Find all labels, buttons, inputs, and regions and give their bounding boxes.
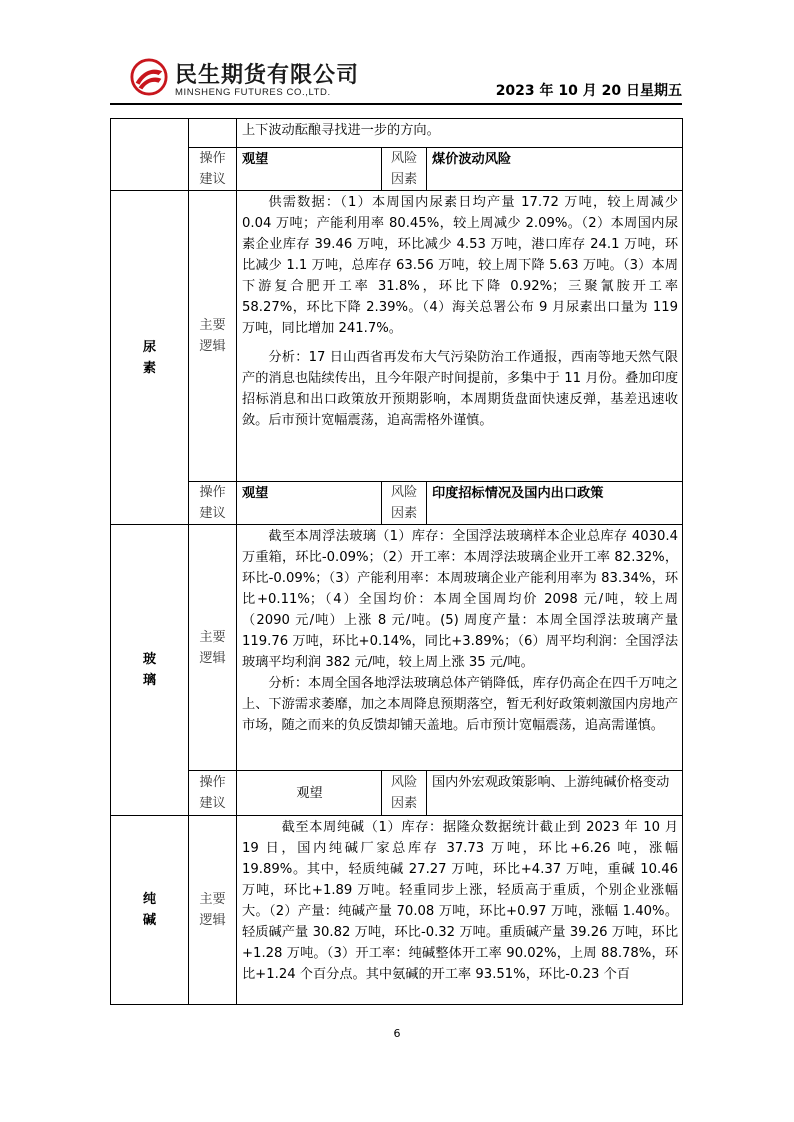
table-row	[111, 119, 683, 148]
risk-value: 印度招标情况及国内出口政策	[427, 482, 683, 525]
logic-label: 主要 逻辑	[189, 191, 237, 482]
logic-label: 主要 逻辑	[189, 816, 237, 1005]
company-logo	[130, 56, 370, 100]
logic-cell	[237, 119, 683, 148]
risk-label: 风险 因素	[382, 148, 427, 191]
urea-supply-demand: 供需数据：（1）本周国内尿素日均产量 17.72 万吨，较上周减少 0.04 万吨；产能利用率 80.45%，较上周减少 2.09%。（2）本周国内尿素企业库存 39.46 万吨，环比减少 4.53 万吨，港口库存 24.1 万吨，环比减少 1.1 万吨，总库存 63.56 万吨，较上周下降 5.63 万吨。（3）本周下游复合肥开工率 31.8%，环比下降 0.92%；三聚氰胺开工率 58.27%，环比下降 2.39%。（4）海关总署公布 9 月尿素出口量为 119 万吨，同比增加 241.7%。	[242, 195, 679, 336]
advice-value: 观望	[237, 148, 382, 191]
category-glass: 玻 璃	[111, 525, 189, 816]
minsheng-logo-icon	[130, 58, 168, 96]
soda-logic	[237, 816, 683, 1005]
report-date: 2023 年 10 月 20 日星期五	[495, 83, 682, 99]
urea-analysis: 分析：17 日山西省再发布大气污染防治工作通报，西南等地天然气限产的消息也陆续传出，且今年限产时间提前，多集中于 11 月份。叠加印度招标消息和出口政策放开预期影响，本周期货盘面快速反弹，基差迅速收敛。后市预计宽幅震荡，追高需格外谨慎。	[242, 350, 679, 428]
label-cell-empty	[189, 119, 237, 148]
advice-label: 操作 建议	[189, 482, 237, 525]
table-row	[111, 525, 683, 771]
page-header	[110, 52, 682, 102]
risk-label: 风险 因素	[382, 771, 427, 816]
table-row	[111, 816, 683, 1005]
logic-label: 主要 逻辑	[189, 525, 237, 771]
category-urea: 尿 素	[111, 191, 189, 525]
table-row	[111, 482, 683, 525]
risk-value: 煤价波动风险	[427, 148, 683, 191]
category-soda: 纯 碱	[111, 816, 189, 1005]
risk-label: 风险 因素	[382, 482, 427, 525]
urea-logic	[237, 191, 683, 482]
risk-value: 国内外宏观政策影响、上游纯碱价格变动	[427, 771, 683, 816]
advice-label: 操作 建议	[189, 771, 237, 816]
company-name-cn: 民生期货有限公司	[175, 63, 360, 88]
carry-over-text: 上下波动酝酿寻找进一步的方向。	[242, 123, 440, 138]
advice-value: 观望	[237, 482, 382, 525]
advice-value: 观望	[237, 771, 382, 816]
header-divider	[110, 103, 682, 105]
page-number: 6	[393, 1027, 401, 1040]
company-name-en: MINSHENG FUTURES CO.,LTD.	[175, 87, 331, 98]
table-row	[111, 191, 683, 482]
glass-analysis: 分析：本周全国各地浮法玻璃总体产销降低，库存仍高企在四千万吨之上、下游需求萎靡，加之本周降息预期落空，暂无利好政策刺激国内房地产市场，随之而来的负反馈却铺天盖地。后市预计宽幅震荡，追高需谨慎。	[242, 676, 679, 733]
glass-logic	[237, 525, 683, 771]
soda-data: 截至本周纯碱（1）库存：据隆众数据统计截止到 2023 年 10 月 19 日，国内纯碱厂家总库存 37.73 万吨，环比+6.26 吨，涨幅 19.89%。其中，轻质纯碱 27.27 万吨，环比+4.37 万吨，重碱 10.46 万吨，环比+1.89 万吨。轻重同步上涨，轻质高于重质，个别企业涨幅大。（2）产量：纯碱产量 70.08 万吨，环比+0.97 万吨，涨幅 1.40%。轻质碱产量 30.82 万吨，环比-0.32 万吨。重质碱产量 39.26 万吨，环比+1.28 万吨。（3）开工率：纯碱整体开工率 90.02%，上周 88.78%，环比+1.24 个百分点。其中氨碱的开工率 93.51%，环比-0.23 个百	[242, 820, 679, 982]
category-cell-prev	[111, 119, 189, 191]
table-row	[111, 148, 683, 191]
commodity-analysis-table	[110, 118, 683, 1005]
table-row	[111, 771, 683, 816]
glass-data: 截至本周浮法玻璃（1）库存：全国浮法玻璃样本企业总库存 4030.4 万重箱，环比-0.09%；（2）开工率：本周浮法玻璃企业开工率 82.32%，环比-0.09%；（3）产能利用率：本周玻璃企业产能利用率为 83.34%，环比+0.11%；（4）全国均价：本周全国周均价 2098 元/吨，较上周（2090 元/吨）上涨 8 元/吨。(5) 周度产量：本周全国浮法玻璃产量 119.76 万吨，环比+0.14%，同比+3.89%；（6）周平均利润：全国浮法玻璃平均利润 382 元/吨，较上周上涨 35 元/吨。	[242, 529, 679, 670]
advice-label: 操作 建议	[189, 148, 237, 191]
